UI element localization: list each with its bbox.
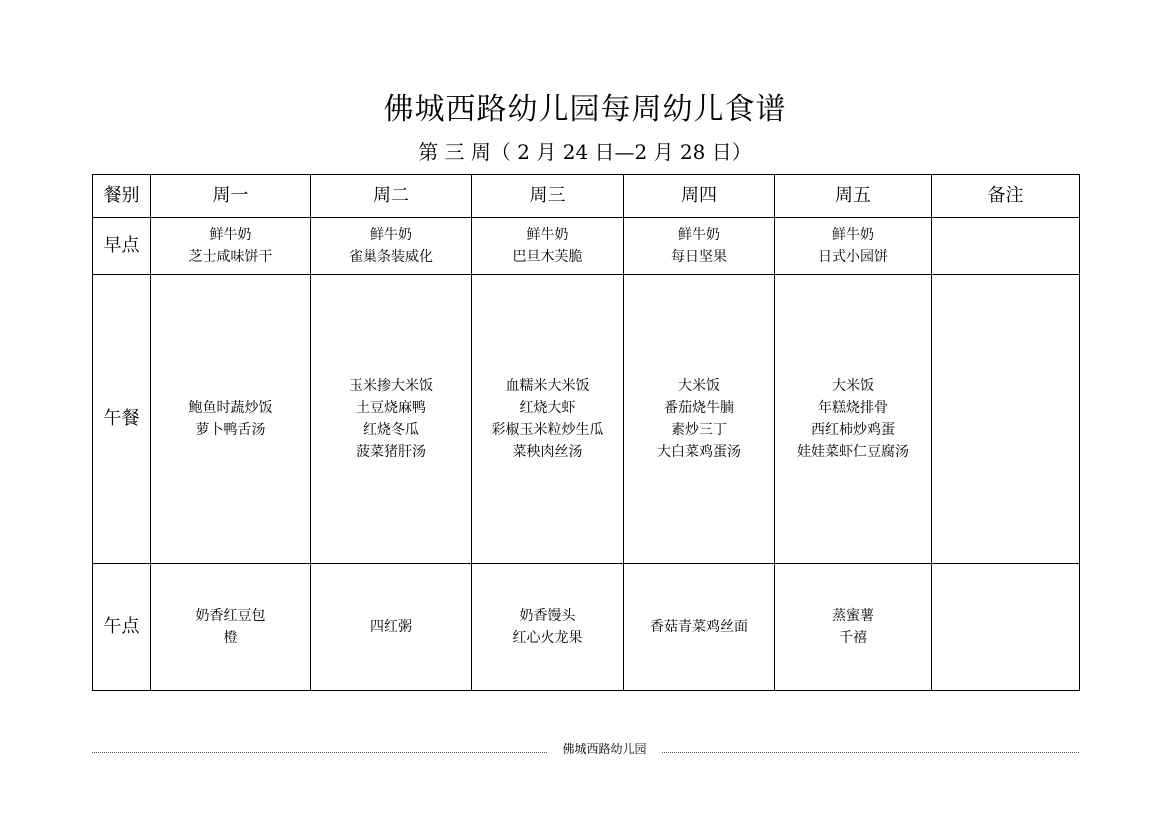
footer-divider-left <box>92 752 547 753</box>
menu-cell <box>151 564 311 691</box>
menu-cell <box>624 218 775 275</box>
menu-item: 鲜牛奶 <box>370 227 412 243</box>
menu-item: 四红粥 <box>370 619 412 635</box>
header-row <box>93 175 1080 218</box>
footer-text: 佛城西路幼儿园 <box>562 742 647 756</box>
menu-item: 鲜牛奶 <box>678 227 720 243</box>
menu-item: 土豆烧麻鸭 <box>356 400 426 416</box>
menu-cell <box>472 275 624 564</box>
menu-item: 每日坚果 <box>671 249 727 265</box>
meal-type-label: 午点 <box>93 564 151 691</box>
menu-item: 红烧大虾 <box>519 400 576 416</box>
menu-item: 日式小园饼 <box>818 249 888 265</box>
menu-item: 彩椒玉米粒炒生瓜 <box>491 422 604 438</box>
meal-type-label: 午餐 <box>93 275 151 564</box>
menu-item: 血糯米大米饭 <box>505 378 590 394</box>
menu-cell <box>311 275 472 564</box>
header-meal-type: 餐别 <box>93 175 151 218</box>
page-title: 佛城西路幼儿园每周幼儿食谱 <box>383 92 787 127</box>
menu-item: 大白菜鸡蛋汤 <box>657 444 741 460</box>
menu-table <box>92 174 1080 691</box>
header-wednesday: 周三 <box>472 175 624 218</box>
menu-cell <box>472 218 624 275</box>
footer-divider-right <box>662 752 1079 753</box>
header-remarks: 备注 <box>932 175 1080 218</box>
menu-item: 橙 <box>223 630 238 646</box>
header-monday: 周一 <box>151 175 311 218</box>
afternoon-snack-row <box>93 564 1080 691</box>
menu-cell <box>932 218 1080 275</box>
lunch-row <box>93 275 1080 564</box>
menu-cell <box>151 275 311 564</box>
menu-item: 奶香红豆包 <box>195 608 266 624</box>
menu-item: 番茄烧牛腩 <box>664 400 734 416</box>
header-thursday: 周四 <box>624 175 775 218</box>
menu-cell <box>472 564 624 691</box>
menu-item: 菠菜猪肝汤 <box>356 444 426 460</box>
menu-cell <box>311 218 472 275</box>
menu-item: 西红柿炒鸡蛋 <box>811 422 895 438</box>
menu-cell <box>932 564 1080 691</box>
menu-cell <box>151 218 311 275</box>
meal-type-label: 早点 <box>93 218 151 275</box>
menu-item: 鲜牛奶 <box>209 227 252 243</box>
menu-cell <box>775 218 932 275</box>
menu-item: 玉米掺大米饭 <box>349 378 433 394</box>
menu-item: 千禧 <box>839 630 867 646</box>
menu-item: 巴旦木芙脆 <box>512 249 583 265</box>
menu-item: 萝卜鸭舌汤 <box>195 422 266 438</box>
menu-item: 芝士咸味饼干 <box>188 249 273 265</box>
page-subtitle: 第 三 周（ 2 月 24 日—2 月 28 日） <box>418 140 752 164</box>
menu-item: 蒸蜜薯 <box>832 608 874 624</box>
menu-item: 鲜牛奶 <box>832 227 874 243</box>
menu-item: 香菇青菜鸡丝面 <box>650 619 748 635</box>
menu-item: 菜秧肉丝汤 <box>512 444 583 460</box>
header-friday: 周五 <box>775 175 932 218</box>
menu-item: 年糕烧排骨 <box>818 400 888 416</box>
menu-cell <box>775 275 932 564</box>
menu-cell <box>311 564 472 691</box>
menu-item: 大米饭 <box>678 378 720 394</box>
menu-cell <box>932 275 1080 564</box>
menu-item: 素炒三丁 <box>671 422 727 438</box>
menu-item: 红心火龙果 <box>512 630 583 646</box>
menu-item: 鲍鱼时蔬炒饭 <box>188 400 273 416</box>
menu-cell <box>775 564 932 691</box>
menu-item: 奶香馒头 <box>519 608 576 624</box>
menu-item: 大米饭 <box>832 378 874 394</box>
menu-item: 娃娃菜虾仁豆腐汤 <box>797 444 909 460</box>
header-tuesday: 周二 <box>311 175 472 218</box>
footer <box>92 740 1079 760</box>
breakfast-row <box>93 218 1080 275</box>
menu-cell <box>624 564 775 691</box>
menu-cell <box>624 275 775 564</box>
menu-item: 雀巢条装威化 <box>349 249 433 265</box>
menu-item: 红烧冬瓜 <box>363 422 419 438</box>
menu-item: 鲜牛奶 <box>526 227 569 243</box>
